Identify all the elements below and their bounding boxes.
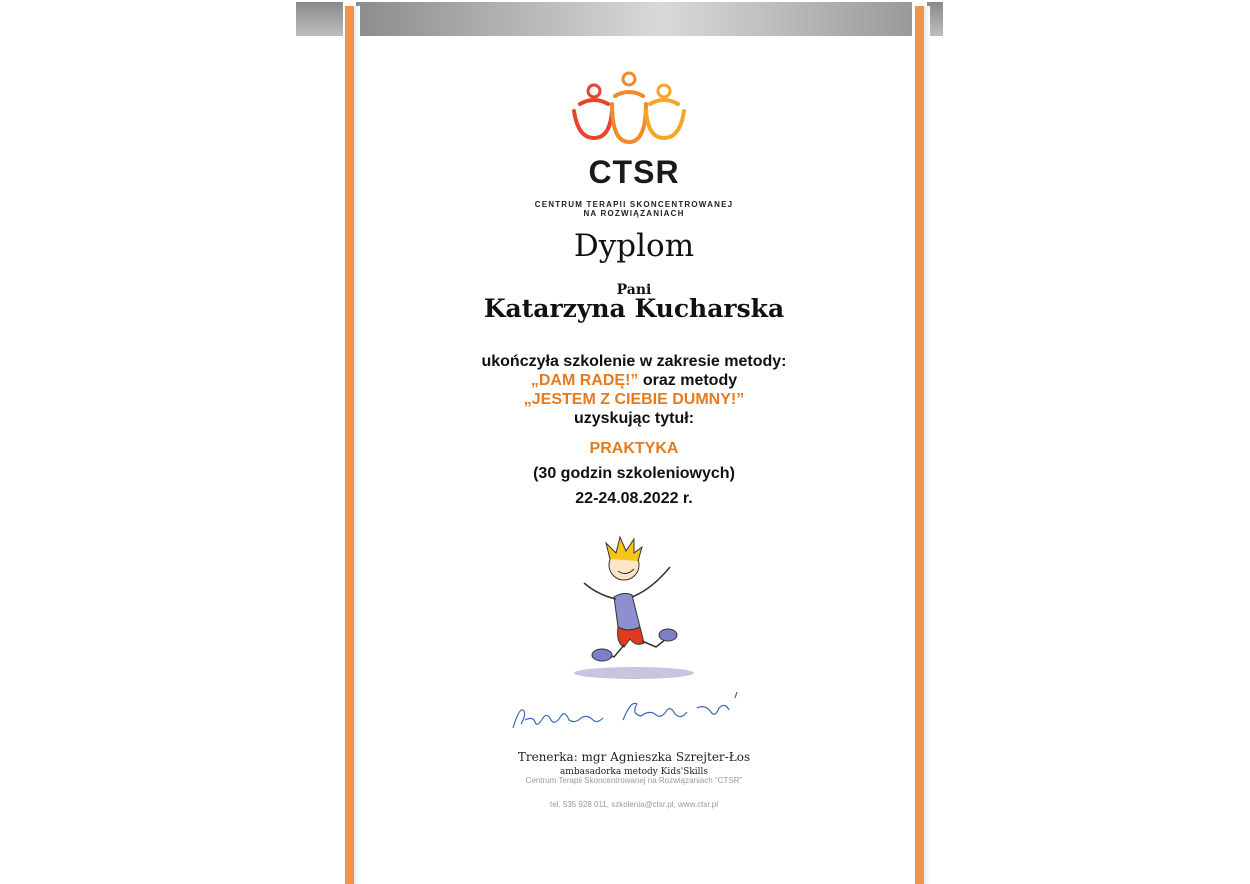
header-bar-left bbox=[296, 2, 343, 36]
contact-info: tel. 535 928 011, szkolenia@ctsr.pl, www.ctsr.pl bbox=[549, 800, 719, 809]
title-intro: uzyskując tytuł: bbox=[573, 410, 695, 427]
left-orange-stripe bbox=[345, 6, 354, 884]
training-hours: (30 godzin szkoleniowych) bbox=[533, 465, 735, 482]
three-people-holding-hands-icon bbox=[560, 66, 700, 155]
diploma-title: Dyplom bbox=[573, 228, 695, 264]
recipient-name: Katarzyna Kucharska bbox=[483, 294, 785, 323]
salutation: Pani bbox=[616, 282, 652, 298]
completion-statement: ukończyła szkolenie w zakresie metody: bbox=[481, 353, 787, 370]
logo-name: CTSR bbox=[588, 154, 680, 190]
method-line bbox=[356, 372, 912, 390]
method-2-name: „JESTEM Z CIEBIE DUMNY!” bbox=[523, 391, 745, 408]
degree-title: PRAKTYKA bbox=[589, 440, 679, 457]
handwritten-signature-icon bbox=[505, 690, 745, 743]
trainer-role: ambasadorka metody Kids'Skills bbox=[559, 767, 709, 777]
header-bar bbox=[356, 2, 912, 36]
trainer-name: Trenerka: mgr Agnieszka Szrejter-Łos bbox=[517, 750, 751, 764]
happy-jumping-boy-icon bbox=[566, 535, 706, 690]
logo-subtitle-line2: NA ROZWIĄZANIACH bbox=[583, 209, 685, 218]
training-dates: 22-24.08.2022 r. bbox=[575, 490, 693, 507]
organization-name: Centrum Terapii Skoncentrowanej na Rozwiązaniach "CTSR" bbox=[525, 776, 743, 785]
right-orange-stripe bbox=[915, 6, 924, 884]
method-1-name: „DAM RADĘ!” bbox=[530, 372, 639, 389]
right-stripe-shadow bbox=[924, 6, 930, 884]
method-connector: oraz metody bbox=[638, 372, 738, 389]
logo-subtitle-line1: CENTRUM TERAPII SKONCENTROWANEJ bbox=[534, 200, 734, 209]
